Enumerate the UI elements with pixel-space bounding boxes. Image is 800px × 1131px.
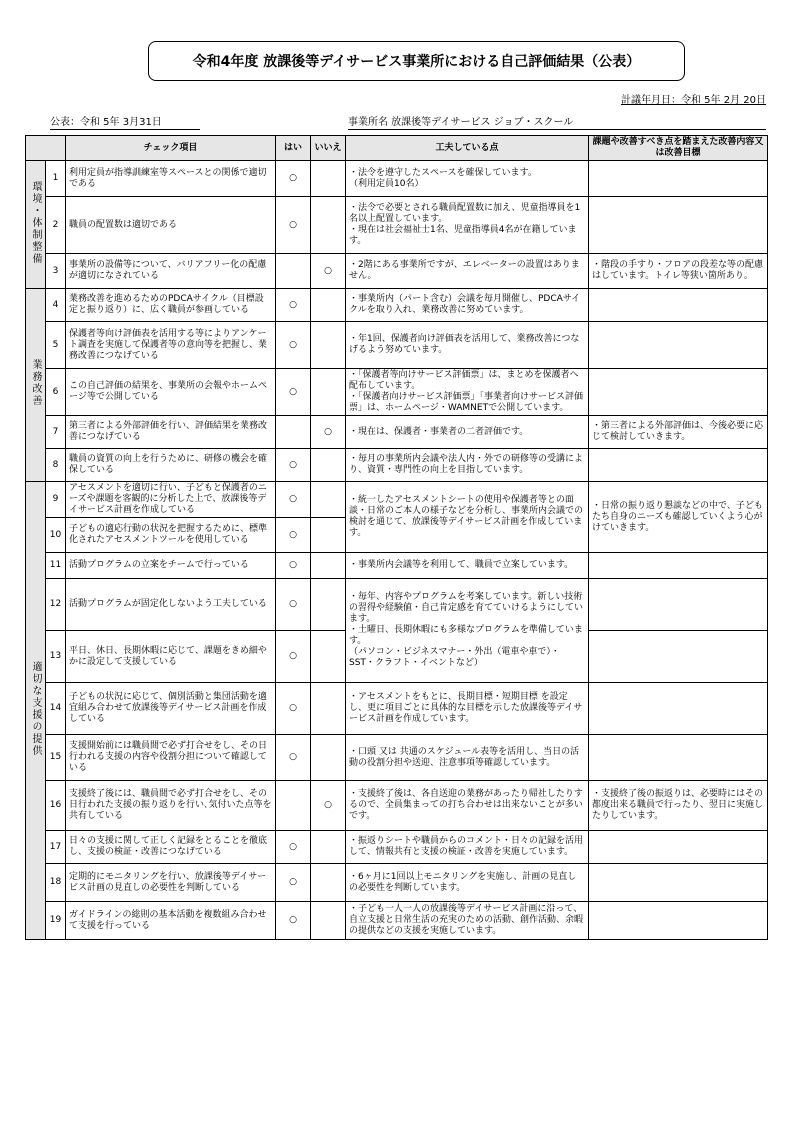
effort-text: ・子ども一人一人の放課後等デイサービス計画に沿って、自立支援と日常生活の充実のための活動、創作活動、余暇の提供などの支援を実施しています。 bbox=[349, 904, 584, 936]
table-row bbox=[26, 161, 768, 197]
check-item: 利用定員が指導訓練室等スペースとの関係で適切である bbox=[66, 161, 276, 197]
effort-cell bbox=[346, 579, 589, 683]
row-number: 14 bbox=[46, 683, 66, 735]
circle-mark-icon: ○ bbox=[289, 339, 297, 350]
table-row bbox=[26, 482, 768, 518]
table-row bbox=[26, 683, 768, 735]
row-number: 3 bbox=[46, 254, 66, 289]
efforts-header: 工夫している点 bbox=[346, 136, 589, 161]
goal-cell bbox=[589, 683, 768, 735]
circle-mark-icon: ○ bbox=[289, 703, 297, 713]
no-cell bbox=[311, 553, 346, 579]
effort-text: ・支援終了後は、各自送迎の業務があったり帰社したりするので、全員集まっての打ち合わせは出来ないことが多いです。 bbox=[349, 789, 583, 821]
no-cell bbox=[311, 161, 346, 197]
goals-header: 課題や改善すべき点を踏まえた改善内容又は改善目標 bbox=[589, 136, 768, 161]
row-number: 7 bbox=[46, 416, 66, 449]
table-row bbox=[26, 369, 768, 416]
effort-text: ・現在は、保護者・事業者の二者評価です。 bbox=[349, 426, 529, 437]
circle-mark-icon: ○ bbox=[289, 599, 297, 609]
table-row bbox=[26, 864, 768, 902]
row-number: 9 bbox=[46, 482, 66, 518]
table-row bbox=[26, 322, 768, 369]
effort-text: ・現在は社会福祉士1名、児童指導員4名が在籍しています。 bbox=[349, 225, 577, 246]
no-cell bbox=[311, 518, 346, 553]
yes-cell bbox=[276, 902, 311, 940]
goal-text: ・階段の手すり・フロアの段差な等の配慮はしています。トイレ等狭い箇所あり。 bbox=[592, 260, 764, 281]
effort-cell bbox=[346, 161, 589, 197]
check-item-header: チェック項目 bbox=[66, 136, 276, 161]
no-cell bbox=[311, 735, 346, 781]
no-cell bbox=[311, 831, 346, 864]
yes-cell bbox=[276, 322, 311, 369]
goal-text: ・支援終了後の振返りは、必要時にはその都度出来る職員で行ったり、翌日に実施したりしています。 bbox=[592, 789, 764, 821]
effort-text: ・「保護者向けサービス評価票」「事業者向けサービス評価票」は、ホームページ・WAMNETで公開しています。 bbox=[349, 392, 584, 413]
check-item: 定期的にモニタリングを行い、放課後等デイサービス計画の見直しの必要性を判断している bbox=[66, 864, 276, 902]
check-item: 活動プログラムが固定化しないよう工夫している bbox=[66, 579, 276, 631]
goal-cell bbox=[589, 369, 768, 416]
yes-cell bbox=[276, 161, 311, 197]
evaluation-table bbox=[25, 135, 768, 940]
category-label: 環境・体制整備 bbox=[30, 180, 41, 265]
effort-text: ・毎年、内容やプログラムを考案しています。新しい技術の習得や経験値・自己肯定感を育てていけるようにしています。 bbox=[349, 592, 584, 624]
yes-cell bbox=[276, 449, 311, 482]
effort-text: ・法令を遵守したスペースを確保しています。 bbox=[349, 167, 537, 178]
no-cell bbox=[311, 781, 346, 831]
row-number: 10 bbox=[46, 518, 66, 553]
office-name: 事業所名 放課後等デイサービス ジョブ・スクール bbox=[348, 113, 766, 130]
row-number: 18 bbox=[46, 864, 66, 902]
table-row bbox=[26, 254, 768, 289]
check-item: アセスメントを適切に行い、子どもと保護者のニーズや課題を客観的に分析した上で、放課後等デイサービス計画を作成している bbox=[66, 482, 276, 518]
effort-text: ・口頭 又は 共通のスケジュール表等を活用し、当日の活動の役割分担や送迎、注意事項等確認しています。 bbox=[349, 746, 580, 768]
yes-cell bbox=[276, 482, 311, 518]
yes-cell bbox=[276, 831, 311, 864]
circle-mark-icon: ○ bbox=[289, 651, 297, 661]
goal-cell bbox=[589, 254, 768, 289]
circle-mark-icon: ○ bbox=[289, 386, 297, 397]
effort-text: （パソコン・ビジネスマナー・外出（電車や車で）・SST・クラフト・イベントなど） bbox=[349, 647, 560, 668]
goal-cell bbox=[589, 781, 768, 831]
effort-cell bbox=[346, 735, 589, 781]
goal-cell bbox=[589, 482, 768, 553]
yes-cell bbox=[276, 369, 311, 416]
circle-mark-icon: ○ bbox=[289, 494, 297, 504]
table-row bbox=[26, 416, 768, 449]
publication-date: 公表：令和 5年 3月31日 bbox=[50, 113, 200, 130]
circle-mark-icon: ○ bbox=[289, 299, 297, 310]
circle-mark-icon: ○ bbox=[289, 459, 297, 470]
circle-mark-icon: ○ bbox=[289, 841, 297, 852]
effort-text: ・事業所内（パート含む）会議を毎月開催し、PDCAサイクルを取り入れ、業務改善に努めています。 bbox=[349, 294, 581, 315]
table-row bbox=[26, 902, 768, 940]
goal-cell bbox=[589, 902, 768, 940]
effort-cell bbox=[346, 416, 589, 449]
effort-text: ・アセスメントをもとに、長期目標・短期目標 を設定し、更に項目ごとに具体的な目標を示した放課後等デイサービス計画を作成しています。 bbox=[349, 692, 583, 724]
category-cell bbox=[26, 482, 46, 940]
row-number: 6 bbox=[46, 369, 66, 416]
circle-mark-icon: ○ bbox=[324, 800, 332, 810]
effort-cell bbox=[346, 553, 589, 579]
effort-cell bbox=[346, 369, 589, 416]
effort-text: ・年1回、保護者向け評価表を活用して、業務改善につなげるよう努めています。 bbox=[349, 334, 580, 355]
blank-header bbox=[26, 136, 66, 161]
circle-mark-icon: ○ bbox=[289, 752, 297, 762]
circle-mark-icon: ○ bbox=[289, 529, 297, 540]
no-cell bbox=[311, 864, 346, 902]
no-cell bbox=[311, 683, 346, 735]
table-row bbox=[26, 449, 768, 482]
check-item: この自己評価の結果を、事業所の会報やホームページ等で公開している bbox=[66, 369, 276, 416]
yes-cell bbox=[276, 683, 311, 735]
check-item: 職員の配置数は適切である bbox=[66, 197, 276, 254]
yes-cell bbox=[276, 197, 311, 254]
yes-cell bbox=[276, 254, 311, 289]
row-number: 13 bbox=[46, 631, 66, 683]
goal-cell bbox=[589, 735, 768, 781]
table-row bbox=[26, 735, 768, 781]
table-body bbox=[26, 161, 768, 940]
check-item: 活動プログラムの立案をチームで行っている bbox=[66, 553, 276, 579]
circle-mark-icon: ○ bbox=[289, 915, 297, 925]
goal-cell bbox=[589, 197, 768, 254]
check-item: 職員の資質の向上を行うために、研修の機会を確保している bbox=[66, 449, 276, 482]
goal-cell bbox=[589, 416, 768, 449]
table-row bbox=[26, 579, 768, 631]
check-item: 第三者による外部評価を行い、評価結果を業務改善につなげている bbox=[66, 416, 276, 449]
effort-cell bbox=[346, 197, 589, 254]
row-number: 4 bbox=[46, 289, 66, 322]
circle-mark-icon: ○ bbox=[289, 560, 297, 570]
no-cell bbox=[311, 449, 346, 482]
check-item: ガイドラインの総則の基本活動を複数組み合わせて支援を行っている bbox=[66, 902, 276, 940]
goal-cell bbox=[589, 831, 768, 864]
no-cell bbox=[311, 631, 346, 683]
row-number: 2 bbox=[46, 197, 66, 254]
category-label: 業務改善 bbox=[30, 359, 41, 407]
goal-cell bbox=[589, 553, 768, 579]
row-number: 8 bbox=[46, 449, 66, 482]
effort-text: ・「保護者等向けサービス評価票」は、まとめを保護者へ配布しています。 bbox=[349, 370, 579, 391]
row-number: 11 bbox=[46, 553, 66, 579]
effort-text: ・6ヶ月に1回以上モニタリングを実施し、計画の見直しの必要性を判断しています。 bbox=[349, 871, 577, 893]
check-item: 業務改善を進めるためのPDCAサイクル（目標設定と振り返り）に、広く職員が参画している bbox=[66, 289, 276, 322]
check-item: 平日、休日、長期休暇に応じて、課題をきめ細やかに設定して支援している bbox=[66, 631, 276, 683]
check-item: 保護者等向け評価表を活用する等によりアンケート調査を実施して保護者等の意向等を把握し、業務改善につなげている bbox=[66, 322, 276, 369]
category-cell bbox=[26, 161, 46, 289]
circle-mark-icon: ○ bbox=[324, 426, 332, 437]
no-cell bbox=[311, 322, 346, 369]
no-cell bbox=[311, 482, 346, 518]
yes-cell bbox=[276, 416, 311, 449]
effort-cell bbox=[346, 831, 589, 864]
yes-cell bbox=[276, 781, 311, 831]
circle-mark-icon: ○ bbox=[289, 877, 297, 887]
no-cell bbox=[311, 579, 346, 631]
goal-cell bbox=[589, 449, 768, 482]
goal-cell bbox=[589, 864, 768, 902]
circle-mark-icon: ○ bbox=[289, 173, 297, 183]
check-item: 日々の支援に関して正しく記録をとることを徹底し、支援の検証・改善につなげている bbox=[66, 831, 276, 864]
yes-cell bbox=[276, 579, 311, 631]
check-item: 支援開始前には職員間で必ず打合せをし、その日行われる支援の内容や役割分担について確認している bbox=[66, 735, 276, 781]
effort-text: ・法令で必要とされる職員配置数に加え、児童指導員を1名以上配置しています。 bbox=[349, 203, 581, 224]
effort-cell bbox=[346, 449, 589, 482]
yes-header: はい bbox=[276, 136, 311, 161]
effort-text: ・土曜日、長期休暇にも多様なプログラムを準備しています。 bbox=[349, 625, 583, 646]
effort-text: （利用定員10名） bbox=[349, 178, 424, 189]
effort-cell bbox=[346, 683, 589, 735]
no-cell bbox=[311, 902, 346, 940]
row-number: 19 bbox=[46, 902, 66, 940]
effort-text: ・毎月の事業所内会議や法人内・外での研修等の受講により、資質・専門性の向上を目指しています。 bbox=[349, 454, 584, 475]
row-number: 15 bbox=[46, 735, 66, 781]
goal-text: ・日常の振り返り懇談などの中で、子どもたち自身のニーズも確認していくよう心がけていきます。 bbox=[592, 500, 763, 533]
circle-mark-icon: ○ bbox=[324, 265, 332, 276]
yes-cell bbox=[276, 864, 311, 902]
yes-cell bbox=[276, 631, 311, 683]
meeting-date: 計議年月日：令和 5年 2月 20日 bbox=[621, 95, 766, 106]
effort-text: ・統一したアセスメントシートの使用や保護者等との面談・日常のご本人の様子などを分析し、事業所内会議での検討を通じて、放課後等デイサービス計画を作成しています。 bbox=[349, 495, 584, 538]
check-item: 子どもの適応行動の状況を把握するために、標準化されたアセスメントツールを使用している bbox=[66, 518, 276, 553]
category-label: 適切な支援の提供 bbox=[30, 660, 41, 757]
no-cell bbox=[311, 416, 346, 449]
table-row bbox=[26, 289, 768, 322]
effort-cell bbox=[346, 254, 589, 289]
effort-cell bbox=[346, 289, 589, 322]
check-item: 支援終了後には、職員間で必ず打合せをし、その日行われた支援の振り返りを行い､気付いた点等を共有している bbox=[66, 781, 276, 831]
goal-cell bbox=[589, 322, 768, 369]
effort-text: ・2階にある事業所ですが、エレベーターの設置はありません。 bbox=[349, 260, 580, 281]
yes-cell bbox=[276, 289, 311, 322]
yes-cell bbox=[276, 518, 311, 553]
effort-text: ・振返りシートや職員からのコメント・日々の記録を活用して、情報共有と支援の検証・改善を実施しています。 bbox=[349, 836, 584, 857]
row-number: 17 bbox=[46, 831, 66, 864]
no-cell bbox=[311, 289, 346, 322]
circle-mark-icon: ○ bbox=[289, 219, 297, 230]
row-number: 16 bbox=[46, 781, 66, 831]
document-title: 令和4年度 放課後等デイサービス事業所における自己評価結果（公表） bbox=[148, 41, 685, 81]
effort-cell bbox=[346, 902, 589, 940]
goal-cell bbox=[589, 161, 768, 197]
table-row bbox=[26, 197, 768, 254]
table-row bbox=[26, 553, 768, 579]
effort-cell bbox=[346, 781, 589, 831]
row-number: 5 bbox=[46, 322, 66, 369]
no-cell bbox=[311, 197, 346, 254]
check-item: 事業所の設備等について、バリアフリー化の配慮が適切になされている bbox=[66, 254, 276, 289]
effort-cell bbox=[346, 322, 589, 369]
no-cell bbox=[311, 254, 346, 289]
goal-cell bbox=[589, 631, 768, 683]
effort-cell bbox=[346, 482, 589, 553]
yes-cell bbox=[276, 553, 311, 579]
category-cell bbox=[26, 289, 46, 482]
row-number: 12 bbox=[46, 579, 66, 631]
table-row bbox=[26, 781, 768, 831]
row-number: 1 bbox=[46, 161, 66, 197]
yes-cell bbox=[276, 735, 311, 781]
effort-cell bbox=[346, 864, 589, 902]
goal-cell bbox=[589, 579, 768, 631]
no-header: いいえ bbox=[311, 136, 346, 161]
no-cell bbox=[311, 369, 346, 416]
goal-text: ・第三者による外部評価は、今後必要に応じて検討していきます。 bbox=[592, 421, 764, 442]
table-row bbox=[26, 831, 768, 864]
check-item: 子どもの状況に応じて、個別活動と集団活動を適宜組み合わせて放課後等デイサービス計画を作成している bbox=[66, 683, 276, 735]
effort-text: ・事業所内会議等を利用して、職員で立案しています。 bbox=[349, 560, 574, 570]
goal-cell bbox=[589, 289, 768, 322]
